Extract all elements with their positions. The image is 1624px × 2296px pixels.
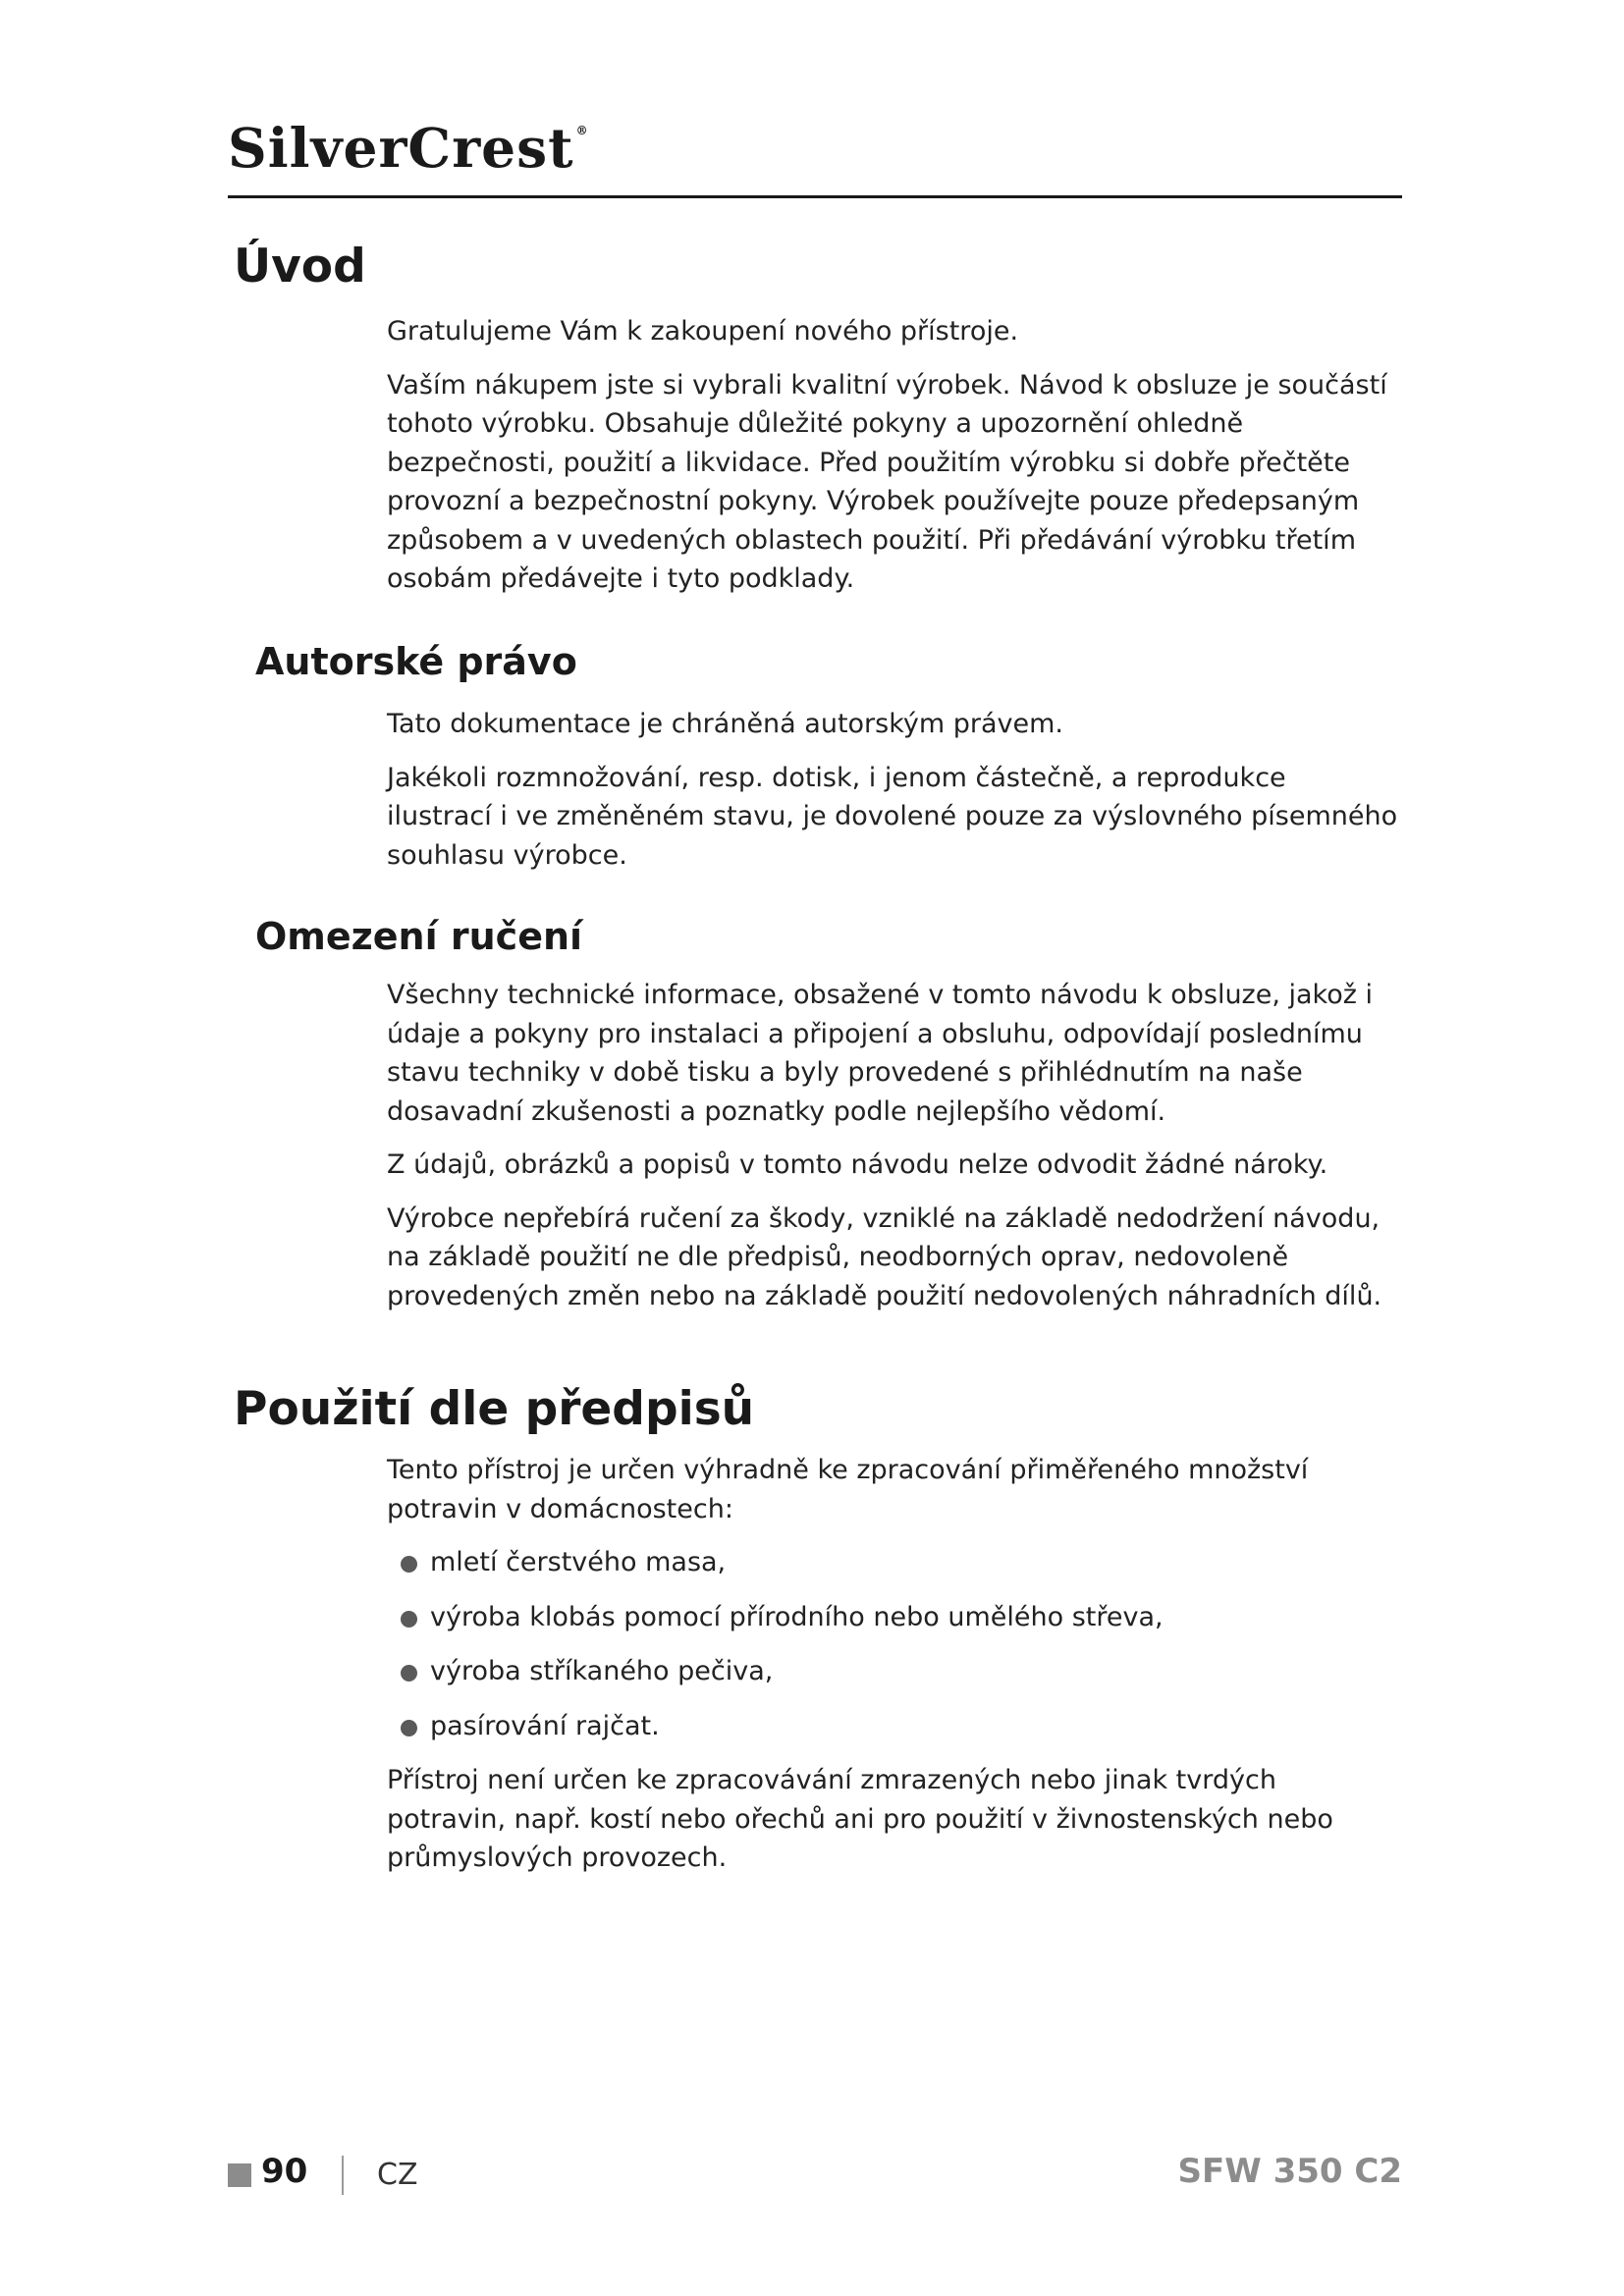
bullet-dot-icon (401, 1611, 417, 1628)
registered-mark: ® (575, 124, 589, 137)
list-item (430, 1707, 1398, 1746)
section-body-uvod (387, 312, 1398, 614)
section-title-autorske-pravo: Autorské právo (255, 640, 577, 683)
usage-list (387, 1543, 1398, 1745)
list-item-text: mletí čerstvého masa, (430, 1547, 727, 1577)
paragraph: Přístroj není určen ke zpracovávání zmrazených nebo jinak tvrdých potravin, např. kostí nebo ořechů ani pro použití v živnostenských nebo průmyslových provozech. (387, 1765, 1333, 1873)
list-item (430, 1598, 1398, 1637)
model-number: SFW 350 C2 (1177, 2152, 1402, 2191)
language-code: CZ (377, 2158, 418, 2192)
page-number: 90 (261, 2152, 308, 2191)
footer-separator (342, 2156, 344, 2195)
section-body-omezeni-ruceni (387, 976, 1398, 1330)
section-body-pouziti (387, 1451, 1398, 1893)
paragraph: Gratulujeme Vám k zakoupení nového přístroje. (387, 316, 1019, 347)
list-item (430, 1543, 1398, 1582)
paragraph: Výrobce nepřebírá ručení za škody, vzniklé na základě nedodržení návodu, na základě použití ne dle předpisů, neodborných oprav, nedovoleně provedených změn nebo na základě použití nedovolených náhradních dílů. (387, 1202, 1382, 1311)
logo-text: SilverCrest (228, 116, 574, 180)
bullet-dot-icon (401, 1665, 417, 1682)
header-rule (228, 195, 1402, 198)
section-title-uvod: Úvod (234, 240, 366, 294)
page-marker-square-icon (228, 2163, 251, 2187)
bullet-dot-icon (401, 1556, 417, 1573)
bullet-dot-icon (401, 1720, 417, 1736)
paragraph: Tato dokumentace je chráněná autorským právem. (387, 709, 1064, 739)
paragraph: Tento přístroj je určen výhradně ke zpracování přiměřeného množství potravin v domácnostech: (387, 1455, 1309, 1524)
list-item (430, 1652, 1398, 1691)
list-item-text: pasírování rajčat. (430, 1710, 660, 1741)
paragraph: Všechny technické informace, obsažené v tomto návodu k obsluze, jakož i údaje a pokyny pro instalaci a připojení a obsluhu, odpovídají poslednímu stavu techniky v době tisku a byly provedené s přihlédnutím na naše dosavadní zkušenosti a poznatky podle nejlepšího vědomí. (387, 980, 1373, 1127)
list-item-text: výroba stříkaného pečiva, (430, 1656, 774, 1686)
brand-logo (228, 116, 589, 180)
section-title-pouziti: Použití dle předpisů (234, 1382, 755, 1436)
list-item-text: výroba klobás pomocí přírodního nebo umělého střeva, (430, 1601, 1164, 1632)
paragraph: Vaším nákupem jste si vybrali kvalitní výrobek. Návod k obsluze je součástí tohoto výrobku. Obsahuje důležité pokyny a upozornění ohledně bezpečnosti, použití a likvidace. Před použitím výrobku si dobře přečtěte provozní a bezpečnostní pokyny. Výrobek používejte pouze předepsaným způsobem a v uvedených oblastech použití. Při předávání výrobku třetím osobám předávejte i tyto podklady. (387, 369, 1387, 594)
paragraph: Jakékoli rozmnožování, resp. dotisk, i jenom částečně, a reprodukce ilustrací i ve změněném stavu, je dovolené pouze za výslovného písemného souhlasu výrobce. (387, 762, 1398, 871)
section-title-omezeni-ruceni: Omezení ručení (255, 915, 583, 958)
paragraph: Z údajů, obrázků a popisů v tomto návodu nelze odvodit žádné nároky. (387, 1149, 1328, 1180)
section-body-autorske-pravo (387, 705, 1398, 889)
